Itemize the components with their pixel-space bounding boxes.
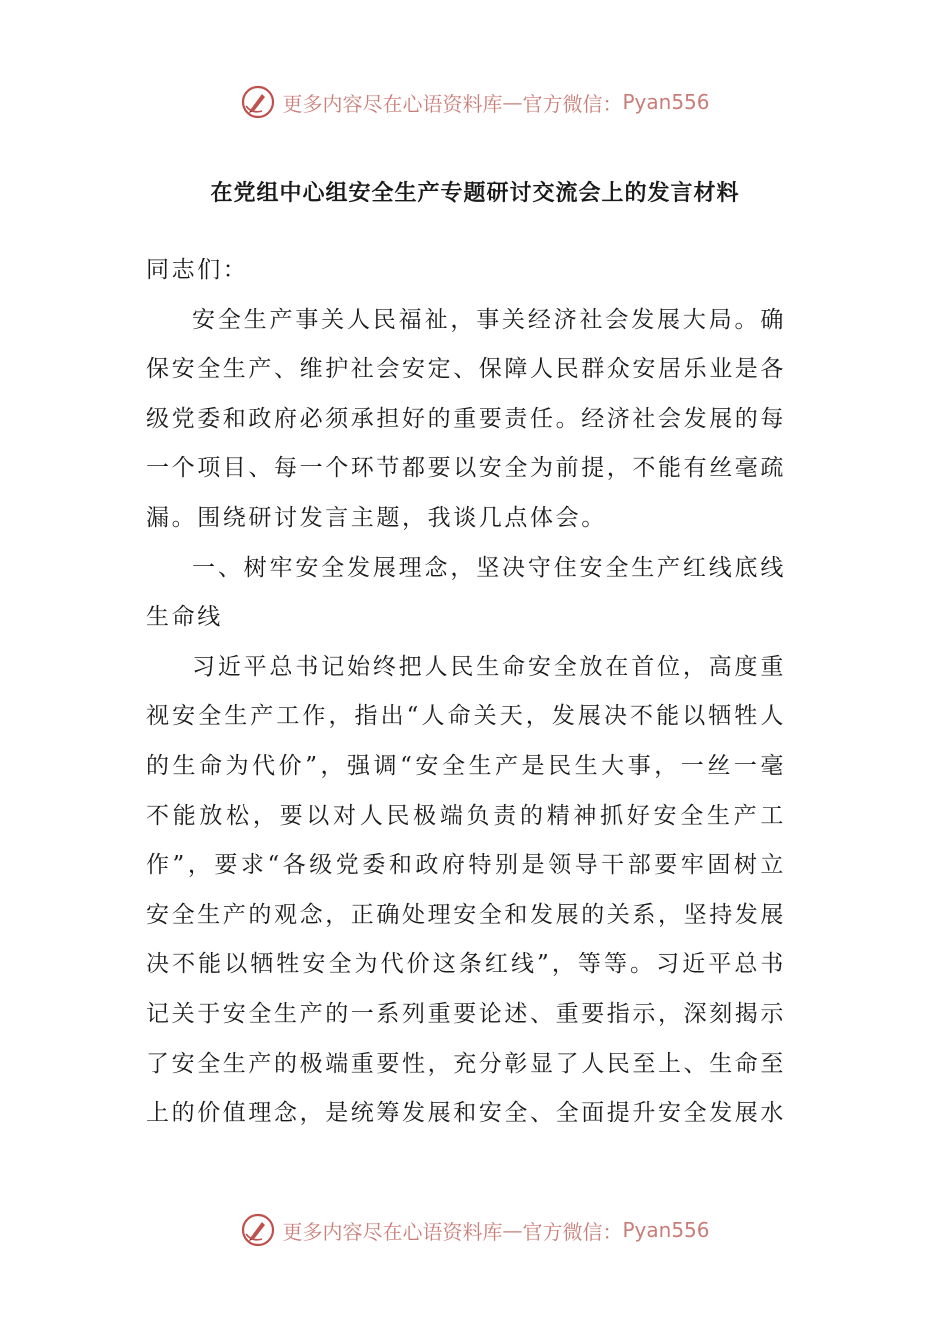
watermark-prefix: 更多内容尽在心语资料库 (282, 1219, 503, 1244)
greeting: 同志们： (146, 257, 249, 283)
watermark-dash: — (502, 90, 523, 114)
paragraph-intro: 安全生产事关人民福祉，事关经济社会发展大局。确保安全生产、维护社会安定、保障人民群众安居乐业是各级党委和政府必须承担好的重要责任。经济社会发展的每一个项目、每一个环节都要以安全为前提，不能有丝毫疏漏。围绕研讨发言主题，我谈几点体会。 (146, 306, 786, 531)
pen-logo-icon (240, 84, 276, 120)
watermark-wechat-id: Pyan556 (622, 1218, 710, 1242)
paragraph-section-1: 习近平总书记始终把人民生命安全放在首位，高度重视安全生产工作，指出“人命关天，发展决不能以牺牲人的生命为代价”，强调“安全生产是民生大事，一丝一毫不能放松，要以对人民极端负责的精神抓好安全生产工作”，要求“各级党委和政府特别是领导干部要牢固树立安全生产的观念，正确处理安全和发展的关系，坚持发展决不能以牺牲安全为代价这条红线”，等等。习近平总书记关于安全生产的一系列重要论述、重要指示，深刻揭示了安全生产的极端重要性，充分彰显了人民至上、生命至上的价值理念，是统筹发展和安全、全面提升安全发展水 (146, 653, 786, 1127)
watermark-banner-bottom (0, 1210, 950, 1250)
watermark-suffix: 官方微信： (522, 91, 623, 116)
pen-logo-icon (240, 1212, 276, 1248)
watermark-wechat-id: Pyan556 (622, 90, 710, 114)
watermark-prefix: 更多内容尽在心语资料库 (282, 91, 503, 116)
document-body (146, 246, 786, 1139)
watermark-dash: — (502, 1218, 523, 1242)
document-title: 在党组中心组安全生产专题研讨交流会上的发言材料 (210, 180, 740, 206)
watermark-banner-top (0, 82, 950, 122)
watermark-suffix: 官方微信： (522, 1219, 623, 1244)
section-heading-1: 一、树牢安全发展理念，坚决守住安全生产红线底线生命线 (146, 554, 786, 631)
